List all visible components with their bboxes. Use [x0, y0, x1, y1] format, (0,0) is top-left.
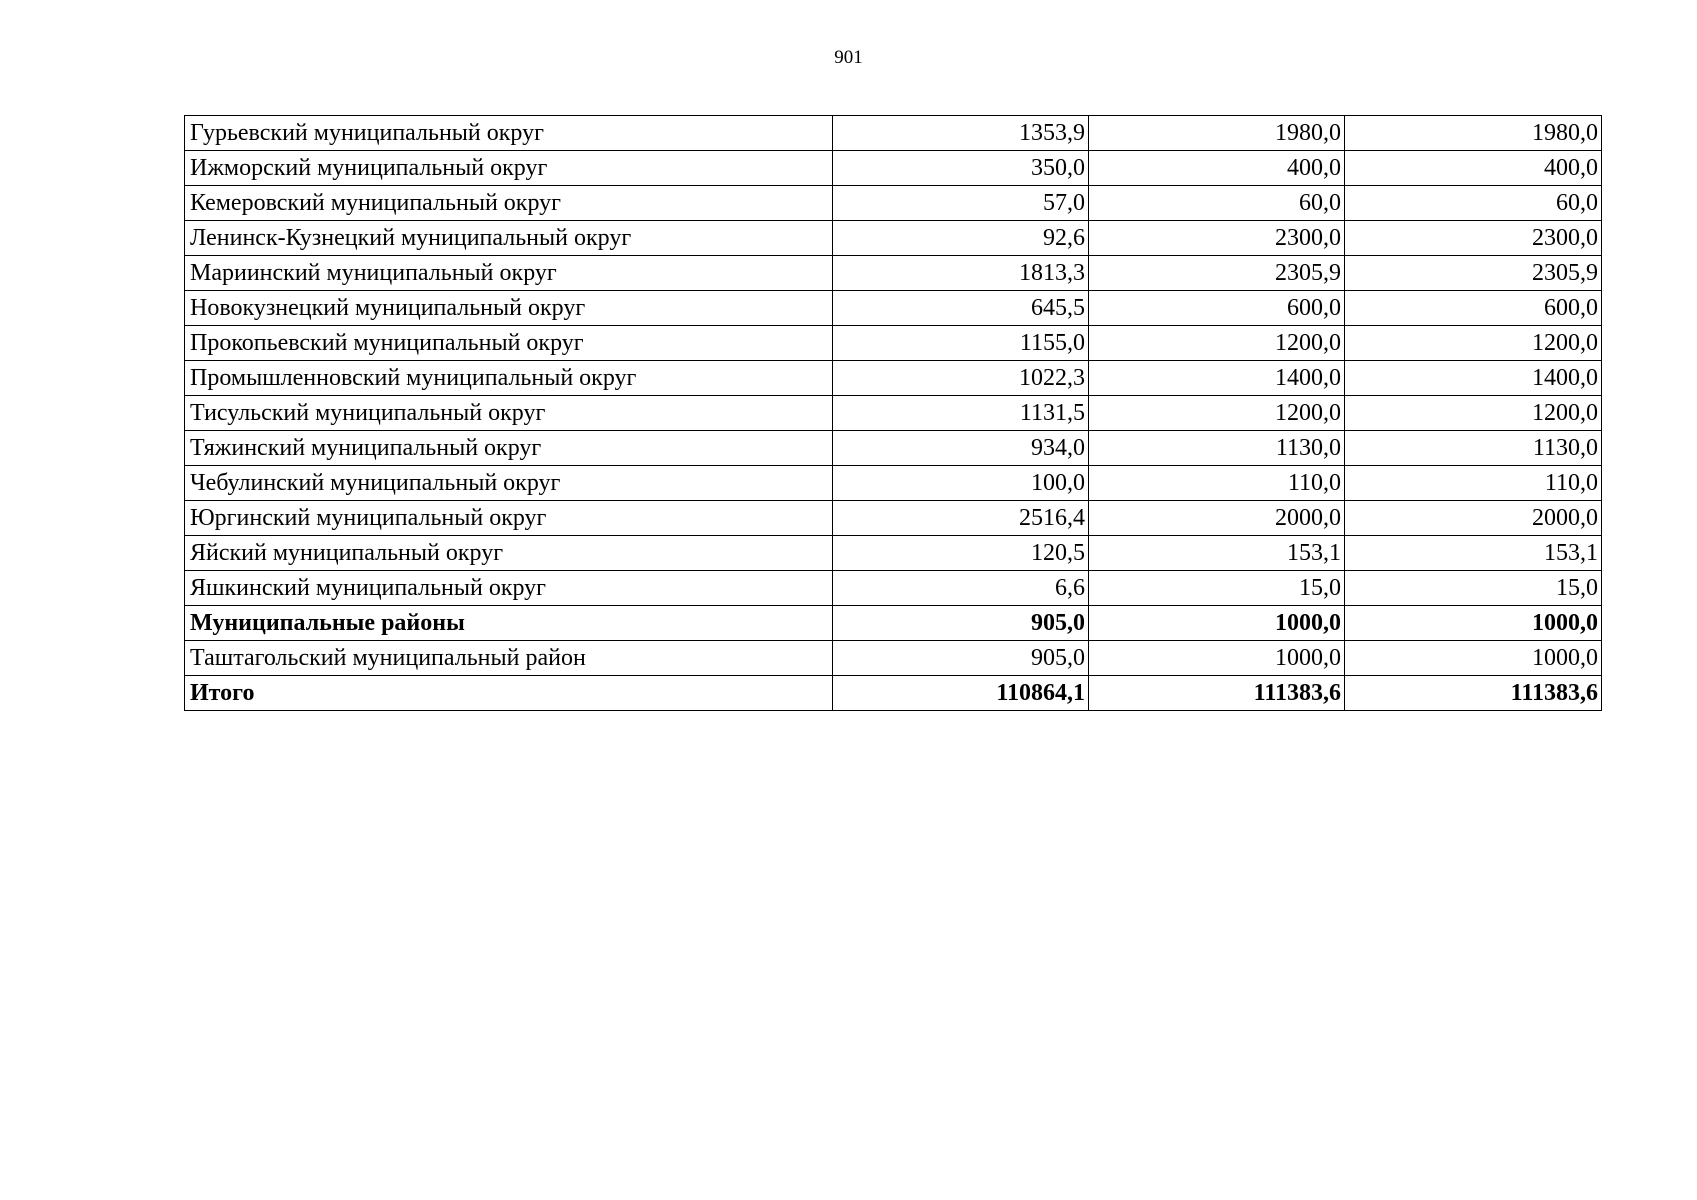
row-value-3-cell: 1130,0: [1345, 431, 1602, 466]
row-value-3-cell: 1000,0: [1345, 606, 1602, 641]
row-value-1-cell: 934,0: [833, 431, 1089, 466]
row-value-1-cell: 100,0: [833, 466, 1089, 501]
row-value-3-cell: 110,0: [1345, 466, 1602, 501]
row-value-2-cell: 153,1: [1089, 536, 1345, 571]
table-row: [185, 676, 1602, 711]
row-value-2-cell: 1980,0: [1089, 116, 1345, 151]
row-value-1-cell: 1022,3: [833, 361, 1089, 396]
table-row: [185, 116, 1602, 151]
table-row: [185, 641, 1602, 676]
row-value-1-cell: 905,0: [833, 606, 1089, 641]
row-name-cell: Юргинский муниципальный округ: [185, 501, 833, 536]
row-value-1-cell: 110864,1: [833, 676, 1089, 711]
table-body: [185, 116, 1602, 711]
row-value-2-cell: 400,0: [1089, 151, 1345, 186]
row-value-1-cell: 350,0: [833, 151, 1089, 186]
page-number: 901: [834, 47, 863, 68]
table-row: [185, 501, 1602, 536]
row-name-cell: Кемеровский муниципальный округ: [185, 186, 833, 221]
row-value-3-cell: 1400,0: [1345, 361, 1602, 396]
row-name-cell: Яйский муниципальный округ: [185, 536, 833, 571]
row-value-3-cell: 1200,0: [1345, 396, 1602, 431]
table-row: [185, 431, 1602, 466]
row-value-1-cell: 1131,5: [833, 396, 1089, 431]
row-value-2-cell: 1400,0: [1089, 361, 1345, 396]
row-value-3-cell: 1980,0: [1345, 116, 1602, 151]
row-name-cell: Муниципальные районы: [185, 606, 833, 641]
row-value-2-cell: 2000,0: [1089, 501, 1345, 536]
row-name-cell: Гурьевский муниципальный округ: [185, 116, 833, 151]
table-row: [185, 221, 1602, 256]
row-value-3-cell: 111383,6: [1345, 676, 1602, 711]
row-value-2-cell: 600,0: [1089, 291, 1345, 326]
row-value-3-cell: 1000,0: [1345, 641, 1602, 676]
row-value-1-cell: 1813,3: [833, 256, 1089, 291]
row-value-2-cell: 60,0: [1089, 186, 1345, 221]
row-value-3-cell: 1200,0: [1345, 326, 1602, 361]
table-row: [185, 151, 1602, 186]
row-value-1-cell: 1353,9: [833, 116, 1089, 151]
row-name-cell: Таштагольский муниципальный район: [185, 641, 833, 676]
table-row: [185, 396, 1602, 431]
row-value-3-cell: 400,0: [1345, 151, 1602, 186]
row-value-3-cell: 600,0: [1345, 291, 1602, 326]
budget-table: [184, 115, 1602, 711]
row-value-1-cell: 2516,4: [833, 501, 1089, 536]
row-value-3-cell: 2305,9: [1345, 256, 1602, 291]
row-value-2-cell: 1200,0: [1089, 396, 1345, 431]
row-value-2-cell: 1130,0: [1089, 431, 1345, 466]
row-value-2-cell: 15,0: [1089, 571, 1345, 606]
row-value-1-cell: 645,5: [833, 291, 1089, 326]
table-row: [185, 186, 1602, 221]
row-value-3-cell: 2000,0: [1345, 501, 1602, 536]
row-value-3-cell: 60,0: [1345, 186, 1602, 221]
table-row: [185, 606, 1602, 641]
row-name-cell: Яшкинский муниципальный округ: [185, 571, 833, 606]
row-name-cell: Мариинский муниципальный округ: [185, 256, 833, 291]
table-row: [185, 466, 1602, 501]
row-value-2-cell: 2305,9: [1089, 256, 1345, 291]
row-value-1-cell: 905,0: [833, 641, 1089, 676]
row-name-cell: Новокузнецкий муниципальный округ: [185, 291, 833, 326]
row-name-cell: Ленинск-Кузнецкий муниципальный округ: [185, 221, 833, 256]
row-value-1-cell: 92,6: [833, 221, 1089, 256]
row-value-1-cell: 6,6: [833, 571, 1089, 606]
row-name-cell: Чебулинский муниципальный округ: [185, 466, 833, 501]
row-value-1-cell: 120,5: [833, 536, 1089, 571]
table-row: [185, 571, 1602, 606]
row-value-2-cell: 110,0: [1089, 466, 1345, 501]
row-value-2-cell: 1200,0: [1089, 326, 1345, 361]
row-name-cell: Промышленновский муниципальный округ: [185, 361, 833, 396]
row-name-cell: Итого: [185, 676, 833, 711]
row-value-3-cell: 153,1: [1345, 536, 1602, 571]
table-row: [185, 291, 1602, 326]
row-value-2-cell: 2300,0: [1089, 221, 1345, 256]
row-value-1-cell: 1155,0: [833, 326, 1089, 361]
row-value-3-cell: 15,0: [1345, 571, 1602, 606]
row-value-2-cell: 111383,6: [1089, 676, 1345, 711]
table-row: [185, 326, 1602, 361]
row-value-2-cell: 1000,0: [1089, 606, 1345, 641]
table-row: [185, 536, 1602, 571]
table-row: [185, 256, 1602, 291]
row-value-1-cell: 57,0: [833, 186, 1089, 221]
row-name-cell: Ижморский муниципальный округ: [185, 151, 833, 186]
row-value-3-cell: 2300,0: [1345, 221, 1602, 256]
row-name-cell: Тяжинский муниципальный округ: [185, 431, 833, 466]
table-row: [185, 361, 1602, 396]
row-name-cell: Прокопьевский муниципальный округ: [185, 326, 833, 361]
row-name-cell: Тисульский муниципальный округ: [185, 396, 833, 431]
row-value-2-cell: 1000,0: [1089, 641, 1345, 676]
